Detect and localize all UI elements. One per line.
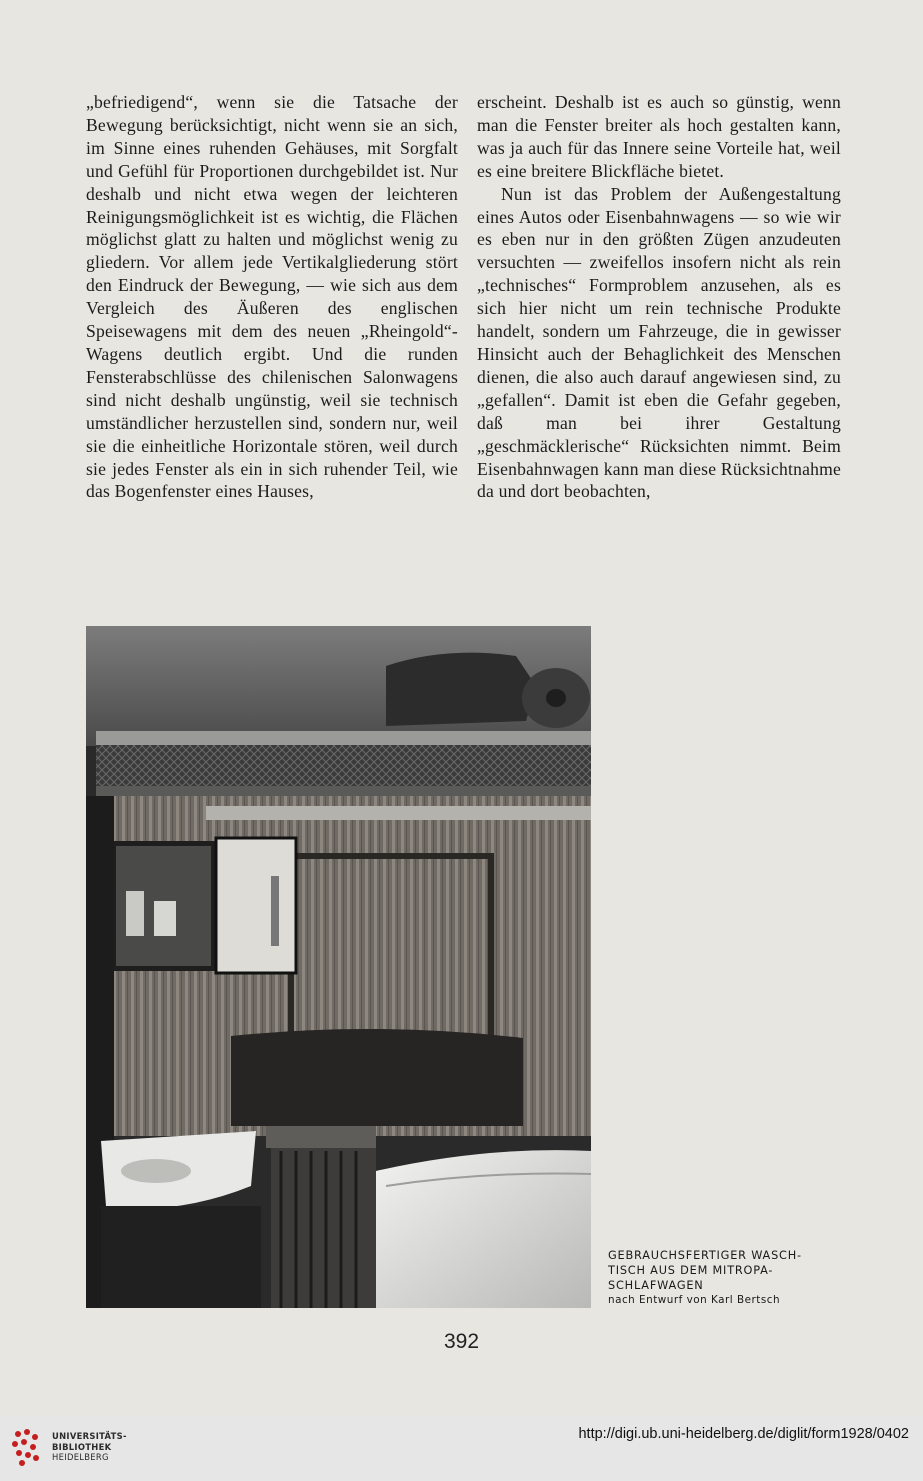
right-text-column bbox=[477, 91, 841, 503]
caption-line-3: SCHLAFWAGEN bbox=[608, 1279, 704, 1292]
figure-caption bbox=[608, 1248, 868, 1308]
caption-line-1: GEBRAUCHSFERTIGER WASCH- bbox=[608, 1249, 802, 1262]
library-logo-icon[interactable] bbox=[10, 1428, 42, 1468]
library-name-line-1: UNIVERSITÄTS- bbox=[52, 1431, 127, 1441]
digital-library-url[interactable]: http://digi.ub.uni-heidelberg.de/diglit/form1928/0402 bbox=[578, 1426, 909, 1442]
caption-credit: nach Entwurf von Karl Bertsch bbox=[608, 1294, 781, 1306]
sleeping-car-photo bbox=[86, 626, 591, 1308]
right-paragraph-1: erscheint. Deshalb ist es auch so günstig, wenn man die Fenster breiter als hoch gestalten kann, was ja auch für das Innere seine Vorteile hat, weil es eine breitere Blickfläche bietet. bbox=[477, 92, 841, 181]
library-name-line-2: BIBLIOTHEK bbox=[52, 1441, 112, 1452]
library-name[interactable] bbox=[52, 1431, 127, 1463]
library-name-line-3: HEIDELBERG bbox=[52, 1452, 109, 1462]
left-paragraph: „befriedigend“, wenn sie die Tatsache der Bewegung berücksichtigt, nicht wenn sie an sich, im Sinne eines ruhenden Gehäuses, mit Sorgfalt und Gefühl für Proportionen durchgebildet ist. Nur deshalb und nicht etwa wegen der leichteren Reinigungsmöglichkeit ist es wichtig, die Flächen möglichst glatt zu halten und möglichst wenig zu gliedern. Vor allem jede Vertikalgliederung stört den Eindruck der Bewegung, — wie sich aus dem Vergleich des Äußeren des englischen Speisewagens mit dem des neuen „Rheingold“-Wagens deutlich ergibt. Und die runden Fensterabschlüsse des chilenischen Salonwagens sind nicht deshalb ungünstig, weil sie technisch umständlicher herzustellen sind, sondern nur, weil sie die einheitliche Horizontale stören, weil durch sie jedes Fenster als ein in sich ruhender Teil, wie das Bogenfenster eines Hauses, bbox=[86, 92, 458, 502]
caption-line-2: TISCH AUS DEM MITROPA- bbox=[608, 1264, 774, 1277]
page-number: 392 bbox=[443, 1330, 480, 1353]
left-text-column bbox=[86, 91, 458, 503]
photo-illustration bbox=[86, 626, 591, 1308]
right-paragraph-2: Nun ist das Problem der Außengestaltung eines Autos oder Eisenbahnwagens — so wie wir es eben nur in den größten Zügen anzudeuten versuchten — zweifellos insofern nicht als rein „technisches“ Formproblem anzusehen, als es sich hier nicht um rein technische Produkte handelt, sondern um Fahrzeuge, die in gewisser Hinsicht auch der Behaglichkeit des Menschen dienen, die also auch darauf angewiesen sind, zu „gefallen“. Damit ist eben die Gefahr gegeben, daß man bei ihrer Gestaltung „geschmäcklerische“ Rücksichten nimmt. Beim Eisenbahnwagen kann man diese Rücksichtnahme da und dort beobachten, bbox=[477, 183, 841, 502]
